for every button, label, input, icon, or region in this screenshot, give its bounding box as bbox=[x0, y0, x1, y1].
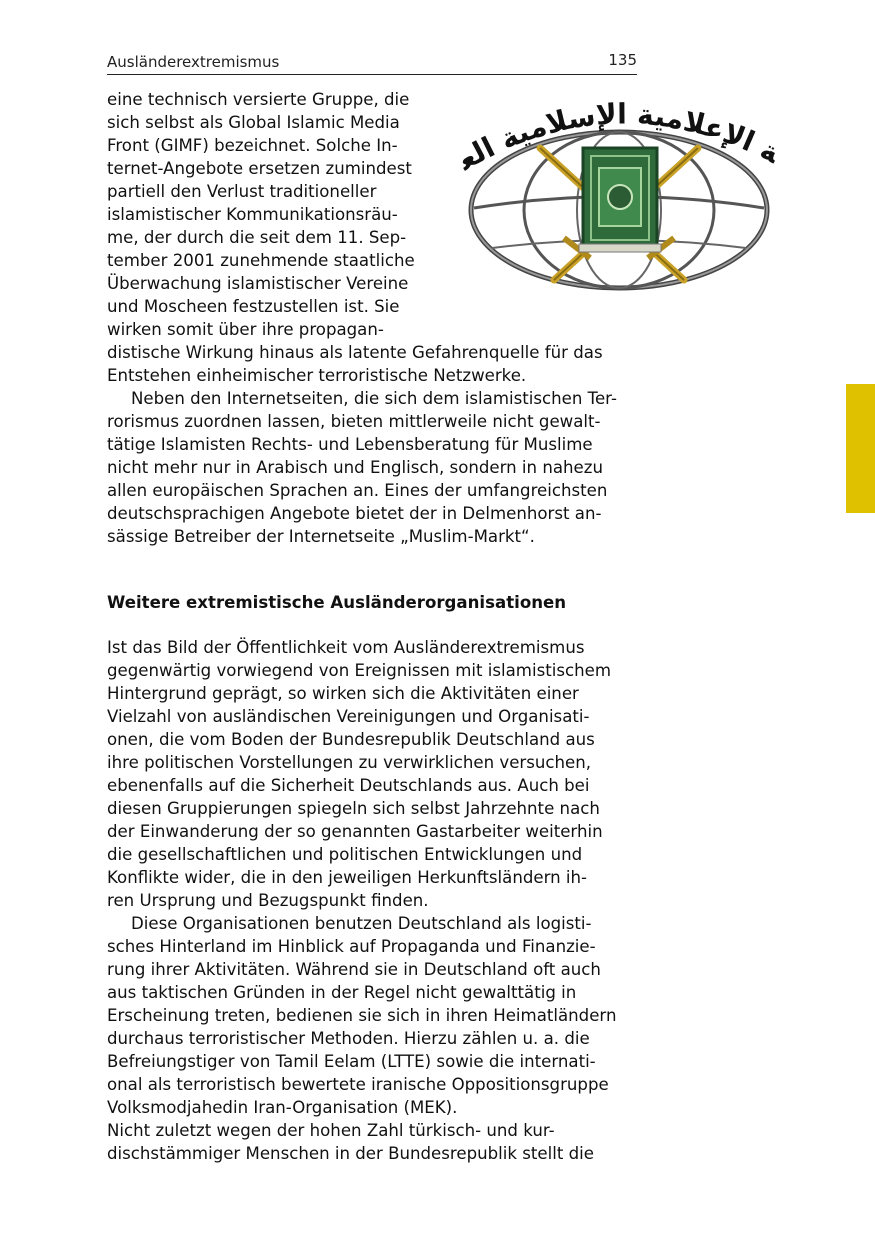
text-line: Volksmodjahedin Iran-Organisation (MEK). bbox=[107, 1098, 458, 1117]
text-line: allen europäischen Sprachen an. Eines der umfangreichsten bbox=[107, 481, 608, 500]
running-header bbox=[107, 50, 637, 75]
text-line: durchaus terroristischer Methoden. Hierzu zählen u. a. die bbox=[107, 1029, 590, 1048]
text-line: diesen Gruppierungen spiegeln sich selbst Jahrzehnte nach bbox=[107, 799, 600, 818]
text-line: ren Ursprung und Bezugspunkt finden. bbox=[107, 891, 429, 910]
text-line: Erscheinung treten, bedienen sie sich in ihren Heimatländern bbox=[107, 1006, 617, 1025]
text-line: rung ihrer Aktivitäten. Während sie in Deutschland oft auch bbox=[107, 960, 601, 979]
text-line: wirken somit über ihre propagan- bbox=[107, 320, 384, 339]
text-line: ebenenfalls auf die Sicherheit Deutschlands aus. Auch bei bbox=[107, 776, 590, 795]
text-line: rorismus zuordnen lassen, bieten mittlerweile nicht gewalt- bbox=[107, 412, 601, 431]
text-line: Entstehen einheimischer terroristische Netzwerke. bbox=[107, 366, 527, 385]
text-line: islamistischer Kommunikationsräu- bbox=[107, 205, 398, 224]
text-line: Diese Organisationen benutzen Deutschland als logisti- bbox=[131, 914, 592, 933]
text-line: sässige Betreiber der Internetseite „Muslim-Markt“. bbox=[107, 527, 535, 546]
text-line: eine technisch versierte Gruppe, die bbox=[107, 90, 410, 109]
text-line: tember 2001 zunehmende staatliche bbox=[107, 251, 415, 270]
text-line: ihre politischen Vorstellungen zu verwirklichen versuchen, bbox=[107, 753, 592, 772]
text-line: distische Wirkung hinaus als latente Gefahrenquelle für das bbox=[107, 343, 603, 362]
paragraph-foreign-organisations bbox=[107, 636, 616, 1165]
text-line: und Moscheen festzustellen ist. Sie bbox=[107, 297, 400, 316]
text-line: sches Hinterland im Hinblick auf Propaganda und Finanzie- bbox=[107, 937, 596, 956]
text-line: deutschsprachigen Angebote bietet der in Delmenhorst an- bbox=[107, 504, 602, 523]
running-header-title: Ausländerextremismus bbox=[107, 53, 280, 71]
text-line: partiell den Verlust traditioneller bbox=[107, 182, 377, 201]
text-line: Hintergrund geprägt, so wirken sich die Aktivitäten einer bbox=[107, 684, 579, 703]
text-line: tätige Islamisten Rechts- und Lebensberatung für Muslime bbox=[107, 435, 593, 454]
text-line: Vielzahl von ausländischen Vereinigungen und Organisati- bbox=[107, 707, 590, 726]
text-line: me, der durch die seit dem 11. Sep- bbox=[107, 228, 407, 247]
text-line: dischstämmiger Menschen in der Bundesrepublik stellt die bbox=[107, 1144, 594, 1163]
text-line: Befreiungstiger von Tamil Eelam (LTTE) sowie die internati- bbox=[107, 1052, 596, 1071]
text-line: sich selbst als Global Islamic Media bbox=[107, 113, 400, 132]
section-heading: Weitere extremistische Ausländerorganisationen bbox=[107, 593, 567, 612]
text-line: ternet-Angebote ersetzen zumindest bbox=[107, 159, 412, 178]
text-line: Front (GIMF) bezeichnet. Solche In- bbox=[107, 136, 398, 155]
text-line: Neben den Internetseiten, die sich dem islamistischen Ter- bbox=[131, 389, 617, 408]
text-line: gegenwärtig vorwiegend von Ereignissen mit islamistischem bbox=[107, 661, 612, 680]
paragraph-internet-offerings bbox=[107, 88, 617, 548]
text-line: Überwachung islamistischer Vereine bbox=[107, 274, 409, 293]
text-line: Nicht zuletzt wegen der hohen Zahl türkisch- und kur- bbox=[107, 1121, 555, 1140]
text-line: Ist das Bild der Öffentlichkeit vom Ausländerextremismus bbox=[107, 638, 585, 657]
text-line: onen, die vom Boden der Bundesrepublik Deutschland aus bbox=[107, 730, 595, 749]
text-line: onal als terroristisch bewertete iranische Oppositionsgruppe bbox=[107, 1075, 609, 1094]
text-line: nicht mehr nur in Arabisch und Englisch, sondern in nahezu bbox=[107, 458, 603, 477]
text-line: Konflikte wider, die in den jeweiligen Herkunftsländern ih- bbox=[107, 868, 588, 887]
page-number: 135 bbox=[608, 51, 637, 69]
text-line: aus taktischen Gründen in der Regel nicht gewalttätig in bbox=[107, 983, 577, 1002]
chapter-thumb-tab bbox=[846, 384, 875, 513]
text-line: die gesellschaftlichen und politischen Entwicklungen und bbox=[107, 845, 583, 864]
arabic-title-text: ة الإعلامية الإسلامية الع bbox=[452, 97, 782, 177]
text-line: der Einwanderung der so genannten Gastarbeiter weiterhin bbox=[107, 822, 603, 841]
